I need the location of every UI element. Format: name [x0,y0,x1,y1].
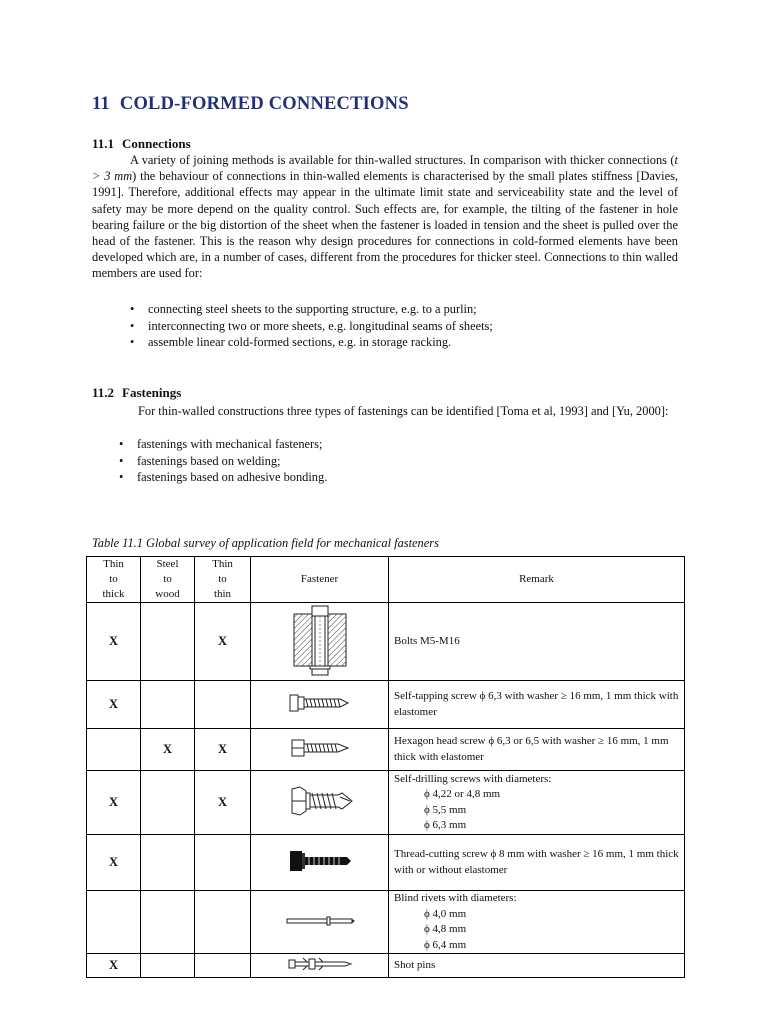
section-title: Fastenings [122,385,182,400]
table-row: X Shot pins [87,954,685,978]
table-row: X Self-tapping screw ϕ 6,3 with washer ≥ 16 mm, 1 mm thick with elastomer [87,681,685,729]
connections-bullet-list [130,301,493,351]
bolt-icon [290,604,350,676]
table-caption: Table 11.1 Global survey of application field for mechanical fasteners [92,536,439,550]
hexagon-head-screw-icon [288,736,352,760]
shot-pin-icon [285,955,355,973]
chapter-number: 11 [92,94,110,114]
thread-cutting-screw-icon [287,848,353,874]
header-steel-to-wood: Steel to wood [141,557,195,603]
header-thin-to-thin: Thin to thin [195,557,251,603]
header-thin-to-thick: Thin to thick [87,557,141,603]
self-drilling-screw-icon [286,783,354,819]
list-item: • fastenings with mechanical fasteners; [119,436,327,453]
fastenings-paragraph: For thin-walled constructions three types of fastenings can be identified [Toma et al, 1993] and [Yu, 2000]: [138,404,669,418]
section-number: 11.2 [92,385,115,400]
table-row: X Thread-cutting screw ϕ 8 mm with washer ≥ 16 mm, 1 mm thick with or without elastomer [87,835,685,891]
table-row: X X Hexagon head screw ϕ 6,3 or 6,5 with washer ≥ 16 mm, 1 mm thick with elastomer [87,729,685,771]
section-title: Connections [122,136,191,151]
connections-paragraph: A variety of joining methods is available for thin-walled structures. In comparison with thicker connections (t > 3 mm) the behaviour of connections in thin-walled elements is characterised by the small plates stiffness [Davies, 1991]. Therefore, additional effects may appear in the ultimate limit state and serviceability state and the level of safety may be more depend on the quality control. Such effects are, for example, the tilting of the fastener in hole bearing failure or the big distortion of the sheet when the fastener is loaded in tension and the sheet is pulled over the head of the fastener. This is the reason why design procedures for connections in cold-formed elements have been developed which are, in a number of cases, different from the procedures for thicker steel. Connections to thin walled members are used for: [92,153,678,281]
blind-rivet-icon [283,913,357,929]
section-heading-fastenings [92,385,181,401]
list-item: • connecting steel sheets to the supporting structure, e.g. to a purlin; [130,301,493,318]
table-row: X X Bolts M5-M16 [87,603,685,681]
thickness-term: t > 3 mm [92,153,678,184]
list-item: • assemble linear cold-formed sections, e.g. in storage racking. [130,334,493,351]
table-row: X X Self-drilling screws with diameters: ϕ 4,22 or 4,8 mm ϕ 5,5 mm ϕ 6,3 mm [87,771,685,835]
table-header-row [87,557,685,603]
list-item: • interconnecting two or more sheets, e.g. longitudinal seams of sheets; [130,318,493,335]
header-fastener: Fastener [251,557,389,603]
list-item: • fastenings based on adhesive bonding. [119,469,327,486]
fastenings-bullet-list [119,436,327,486]
list-item: • fastenings based on welding; [119,453,327,470]
self-tapping-screw-icon [288,690,352,716]
section-heading-connections [92,136,191,152]
header-remark: Remark [389,557,685,603]
table-row: Blind rivets with diameters: ϕ 4,0 mm ϕ 4,8 mm ϕ 6,4 mm [87,891,685,954]
chapter-title: COLD-FORMED CONNECTIONS [119,94,409,114]
chapter-heading [92,94,409,115]
section-number: 11.1 [92,136,115,151]
fastener-survey-table [86,556,685,978]
